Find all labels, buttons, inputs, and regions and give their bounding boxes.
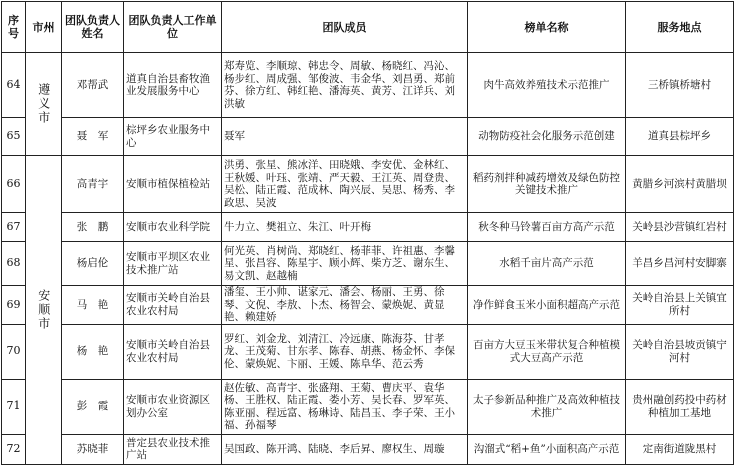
- table-row: [2, 118, 734, 156]
- row-leader: 杨启伦: [62, 242, 124, 286]
- city-cell: 安顺市: [26, 156, 62, 465]
- row-members: 潘玺、王小帅、谌家元、潘会、杨丽、王勇、徐琴、文倪、李敖、卜杰、杨智会、蒙焕妮、黄显艳、赖建娇: [222, 286, 468, 325]
- row-location: 关岭自治县上关镇宜所村: [626, 286, 734, 325]
- table-row: [2, 379, 734, 434]
- table-row: [2, 53, 734, 118]
- row-list-name: 秋冬种马铃薯百亩方高产示范: [468, 213, 626, 242]
- row-no: 67: [2, 213, 26, 242]
- row-leader: 马 艳: [62, 286, 124, 325]
- header-no: 序号: [2, 2, 26, 53]
- row-no: 69: [2, 286, 26, 325]
- row-location: 贵州融创药投中药材种植加工基地: [626, 379, 734, 434]
- row-list-name: 沟溜式“稻+鱼”小面积高产示范: [468, 434, 626, 464]
- row-location: 道真县棕坪乡: [626, 118, 734, 156]
- row-list-name: 太子参新品种推广及高效种植技术推广: [468, 379, 626, 434]
- row-leader: 彭 霞: [62, 379, 124, 434]
- row-list-name: 稻药剂拌种减药增效及绿色防控关键技术推广: [468, 156, 626, 213]
- header-members: 团队成员: [222, 2, 468, 53]
- row-no: 70: [2, 324, 26, 379]
- row-leader: 苏晓菲: [62, 434, 124, 464]
- row-list-name: 动物防疫社会化服务示范创建: [468, 118, 626, 156]
- row-leader: 高青宇: [62, 156, 124, 213]
- row-location: 黄腊乡河滨村黄腊坝: [626, 156, 734, 213]
- row-unit: 安顺市植保植检站: [124, 156, 222, 213]
- table-row: [2, 242, 734, 286]
- row-leader: 张 鹏: [62, 213, 124, 242]
- row-no: 72: [2, 434, 26, 464]
- header-city: 市州: [26, 2, 62, 53]
- team-table: [1, 1, 734, 465]
- header-unit: 团队负责人工作单位: [124, 2, 222, 53]
- row-leader: 聂 军: [62, 118, 124, 156]
- header-list-name: 榜单名称: [468, 2, 626, 53]
- table-row: [2, 324, 734, 379]
- row-members: 聂军: [222, 118, 468, 156]
- row-unit: 棕坪乡农业服务中心: [124, 118, 222, 156]
- row-members: 牛力立、樊祖立、朱江、叶开梅: [222, 213, 468, 242]
- table-row: [2, 286, 734, 325]
- table-row: [2, 213, 734, 242]
- row-unit: 安顺市农业科学院: [124, 213, 222, 242]
- row-members: 吴国政、陈开鸿、陆晓、李后昇、廖权生、周璇: [222, 434, 468, 464]
- row-location: 三桥镇桥塘村: [626, 53, 734, 118]
- row-unit: 安顺市平坝区农业技术推广站: [124, 242, 222, 286]
- row-no: 65: [2, 118, 26, 156]
- row-location: 关岭自治县坡贡镇宁河村: [626, 324, 734, 379]
- row-unit: 安顺市农业资源区划办公室: [124, 379, 222, 434]
- row-list-name: 肉牛高效养殖技术示范推广: [468, 53, 626, 118]
- row-unit: 安顺市关岭自治县农业农村局: [124, 324, 222, 379]
- row-no: 71: [2, 379, 26, 434]
- table-row: [2, 434, 734, 464]
- row-members: 郑寿览、李顺琼、韩忠令、周敏、杨晓红、冯沁、杨步红、周成强、邹俊波、韦金华、刘昌勇、郑前芬、徐方红、韩红艳、潘海英、黄芳、江详兵、刘洪敏: [222, 53, 468, 118]
- header-location: 服务地点: [626, 2, 734, 53]
- row-no: 68: [2, 242, 26, 286]
- row-list-name: 净作鲜食玉米小面积超高产示范: [468, 286, 626, 325]
- row-unit: 安顺市关岭自治县农业农村局: [124, 286, 222, 325]
- row-members: 罗红、刘金龙、刘清江、冷远康、陈海芬、甘孝龙、王茂菊、甘东孝、陈春、胡燕、杨金怀、李保伦、蒙焕妮、卞丽、王媛、陈阜华、范云秀: [222, 324, 468, 379]
- row-location: 关岭县沙营镇红岩村: [626, 213, 734, 242]
- row-location: 羊昌乡昌河村安脚寨: [626, 242, 734, 286]
- row-list-name: 水稻千亩片高产示范: [468, 242, 626, 286]
- row-list-name: 百亩方大豆玉米带状复合种植模式大豆高产示范: [468, 324, 626, 379]
- row-unit: 普定县农业技术推广站: [124, 434, 222, 464]
- row-members: 洪勇、张星、熊冰洋、田晓娥、李安优、金林红、王秋媛、叶珏、张靖、严天毅、王江英、周登贵、吴松、陆正霞、范成林、陶兴辰、吴思、杨秀、李政思、吴波: [222, 156, 468, 213]
- row-no: 66: [2, 156, 26, 213]
- row-members: 赵佐敏、高青宇、张盛翔、王菊、曹庆平、袁华杨、王胜权、陆正霞、娄小芳、吴长春、罗军英、陈亚丽、程远富、杨琳诗、陆昌玉、李子荣、王小福、孙福琴: [222, 379, 468, 434]
- row-members: 何光英、肖树尚、郑晓红、杨菲菲、许祖惠、李馨星、张昌容、陈星宇、顾小辉、柴方芝、谢东生、易文凯、赵越楠: [222, 242, 468, 286]
- row-unit: 道真自治县畜牧渔业发展服务中心: [124, 53, 222, 118]
- row-leader: 杨 艳: [62, 324, 124, 379]
- row-leader: 邓帮武: [62, 53, 124, 118]
- row-no: 64: [2, 53, 26, 118]
- header-leader: 团队负责人姓名: [62, 2, 124, 53]
- city-cell: 遵义市: [26, 53, 62, 156]
- table-row: [2, 156, 734, 213]
- row-location: 定南街道陇黑村: [626, 434, 734, 464]
